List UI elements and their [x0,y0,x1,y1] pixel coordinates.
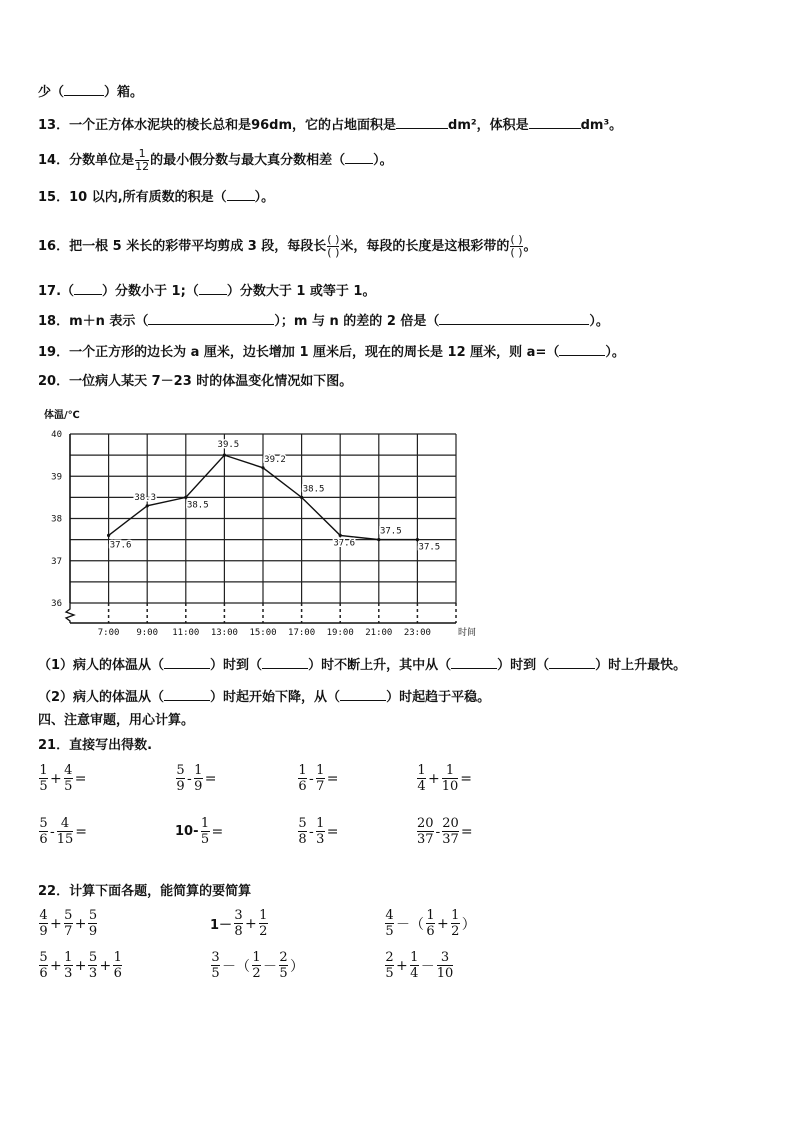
fraction: $\frac{5}{9}$ [176,763,185,794]
answer-blank[interactable] [148,312,274,325]
question-13: 13．一个正方体水泥块的棱长总和是96dm，它的占地面积是 dm²，体积是 dm³。 [38,118,623,133]
axis-break [66,603,74,623]
temperature-line-chart [40,402,480,647]
fraction: $\frac{4}{5}$ [64,763,73,794]
data-label: 38.5 [186,500,209,511]
answer-blank[interactable] [396,116,448,129]
question-22: 22．计算下面各题，能简算的要简算 [38,884,252,899]
question-18: 18．m＋n 表示（ ）；m 与 n 的差的 2 倍是（ ）。 [38,314,609,329]
question-17: 17.（ ）分数小于 1;（ ）分数大于 1 或等于 1。 [38,284,376,299]
x-tick-label: 15:00 [249,628,277,638]
fraction: $\frac{1}{4}$ [410,950,419,981]
oral-calc-item [38,763,87,794]
answer-blank[interactable] [549,656,595,669]
answer-blank[interactable] [64,83,104,96]
answer-blank[interactable] [164,688,210,701]
answer-blank[interactable] [227,188,255,201]
data-point [377,538,380,541]
equals-sign: = [326,823,339,840]
oral-calc-item [297,763,339,794]
fraction: $\frac{1}{6}$ [426,908,435,939]
oral-calc-item [297,816,339,847]
fraction: $\frac{4}{5}$ [385,908,394,939]
data-point [107,534,110,537]
answer-blank[interactable] [439,312,589,325]
answer-blank[interactable] [559,343,605,356]
y-tick-label: 39 [51,472,62,483]
operator: －（ [396,916,424,933]
operator: + [437,915,449,932]
operator: + [50,770,62,787]
data-point [300,496,303,499]
fraction: $\frac{5}{9}$ [88,908,98,939]
fraction-blank[interactable]: $\frac{( )}{( )}$ [327,233,340,259]
x-tick-label: 17:00 [288,628,316,638]
data-point [416,538,419,541]
operator: - [50,823,55,840]
operator: + [99,957,112,974]
fraction: $\frac{3}{5}$ [211,950,220,981]
data-point [261,466,264,469]
data-point [184,496,187,499]
y-tick-label: 40 [51,430,62,440]
fraction: $\frac{1}{5}$ [200,816,210,847]
oral-calc-item [175,763,217,794]
fraction-blank[interactable]: $\frac{( )}{( )}$ [510,233,523,259]
fraction: $\frac{1}{6}$ [113,950,122,981]
section-4-heading: 四、注意审题，用心计算。 [38,713,195,728]
operator: + [74,915,87,932]
calc-item [210,908,269,939]
fraction: $\frac{1}{6}$ [298,763,307,794]
question-21: 21．直接写出得数. [38,738,153,753]
operator: + [50,957,62,974]
fraction: $\frac{4}{15}$ [56,816,74,847]
answer-blank[interactable] [529,116,581,129]
equals-sign: = [211,823,224,840]
calc-item [38,950,123,981]
x-tick-label: 13:00 [210,628,238,638]
fraction: $\frac{5}{7}$ [64,908,73,939]
fraction: $\frac{1}{10}$ [441,763,459,794]
equals-sign: = [74,770,87,787]
fraction: $\frac{1}{5}$ [39,763,48,794]
fraction: $\frac{1}{2}$ [451,908,460,939]
y-tick-label: 36 [51,599,62,609]
answer-blank[interactable] [199,282,227,295]
fraction: $\frac{1}{3}$ [316,816,325,847]
data-label: 37.6 [333,538,356,549]
fraction: $\frac{1}{7}$ [316,763,325,794]
calc-item [210,950,305,981]
equals-sign: = [326,770,339,787]
question-16: 16．把一根 5 米长的彩带平均剪成 3 段，每段长 $\frac{( )}{( )}$ 米，每段的长度是这根彩带的 $\frac{( )}{( )}$ 。 [38,233,537,259]
fraction: $\frac{1}{9}$ [194,763,203,794]
operator: + [428,770,440,787]
fraction: $\frac{1}{4}$ [417,763,426,794]
operator: － [263,958,277,975]
fraction: $\frac{3}{10}$ [436,950,454,981]
question-12-tail: 少（ ）箱。 [38,85,144,100]
operator: － [420,958,435,975]
answer-blank[interactable] [74,282,102,295]
question-20-part-1: （1）病人的体温从（ ）时到（ ）时不断上升，其中从（ ）时到（ ）时上升最快。 [38,658,687,673]
operator: ） [461,916,476,933]
data-label: 38.5 [302,484,325,495]
answer-blank[interactable] [164,656,210,669]
operator: + [50,915,62,932]
fraction: $\frac{1}{2}$ [252,950,261,981]
x-tick-label: 23:00 [403,628,431,638]
fraction: $\frac{2}{5}$ [279,950,288,981]
data-label: 37.5 [418,542,441,553]
data-point [146,504,149,507]
fraction: $\frac{5}{3}$ [88,950,98,981]
data-label: 37.6 [109,540,132,551]
fraction: $\frac{3}{8}$ [234,908,243,939]
operator: - [309,770,314,787]
x-tick-label: 9:00 [136,628,159,638]
fraction: $\frac{20}{37}$ [442,816,459,847]
oral-calc-item [416,816,474,847]
oral-calc-item [175,816,224,847]
operator: - [309,823,314,840]
data-label: 38.3 [134,492,157,503]
calc-item [384,908,477,939]
fraction: $\frac{2}{5}$ [385,950,394,981]
calc-item [384,950,454,981]
operator: + [74,957,87,974]
oral-calc-item [416,763,473,794]
data-point [223,454,226,457]
operator: ） [290,958,304,975]
fraction: $\frac{5}{6}$ [39,950,48,981]
equals-sign: = [204,770,217,787]
whole-number: 10- [175,824,199,839]
data-label: 37.5 [379,526,402,537]
question-14: 14．分数单位是 $\frac{1}{12}$ 的最小假分数与最大真分数相差（ ）。 [38,147,393,173]
operator: －（ [222,958,250,975]
equals-sign: = [460,770,473,787]
x-tick-label: 11:00 [172,628,200,638]
fraction: $\frac{4}{9}$ [39,908,48,939]
answer-blank[interactable] [345,151,373,164]
y-tick-label: 38 [51,514,62,525]
operator: - [435,823,441,840]
x-axis-label: 时间 [458,628,477,638]
operator: - [187,770,192,787]
x-tick-label: 19:00 [326,628,354,638]
question-19: 19．一个正方形的边长为 a 厘米，边长增加 1 厘米后，现在的周长是 12 厘米，则 a=（ ）。 [38,345,625,360]
x-tick-label: 7:00 [97,628,120,638]
y-tick-label: 37 [51,556,62,567]
data-label: 39.2 [264,454,286,465]
fraction: $\frac{5}{6}$ [39,816,48,847]
data-label: 39.5 [217,440,240,451]
whole-number: 1－ [210,918,233,933]
question-15: 15．10 以内,所有质数的积是（ ）。 [38,190,275,205]
equals-sign: = [460,823,473,840]
question-20: 20．一位病人某天 7－23 时的体温变化情况如下图。 [38,374,353,389]
operator: + [245,915,257,932]
x-tick-label: 21:00 [365,628,393,638]
operator: + [396,957,408,974]
y-axis-label: 体温/℃ [44,410,80,421]
data-point [339,534,342,537]
answer-blank[interactable] [451,656,497,669]
question-20-part-2: （2）病人的体温从（ ）时起开始下降，从（ ）时起趋于平稳。 [38,690,491,705]
oral-calc-item [38,816,88,847]
answer-blank[interactable] [262,656,308,669]
fraction: $\frac{1}{3}$ [64,950,73,981]
answer-blank[interactable] [340,688,386,701]
fraction: $\frac{20}{37}$ [417,816,434,847]
fraction: $\frac{1}{12}$ [135,147,150,173]
fraction: $\frac{5}{8}$ [298,816,307,847]
equals-sign: = [75,823,88,840]
fraction: $\frac{1}{2}$ [259,908,268,939]
calc-item [38,908,98,939]
